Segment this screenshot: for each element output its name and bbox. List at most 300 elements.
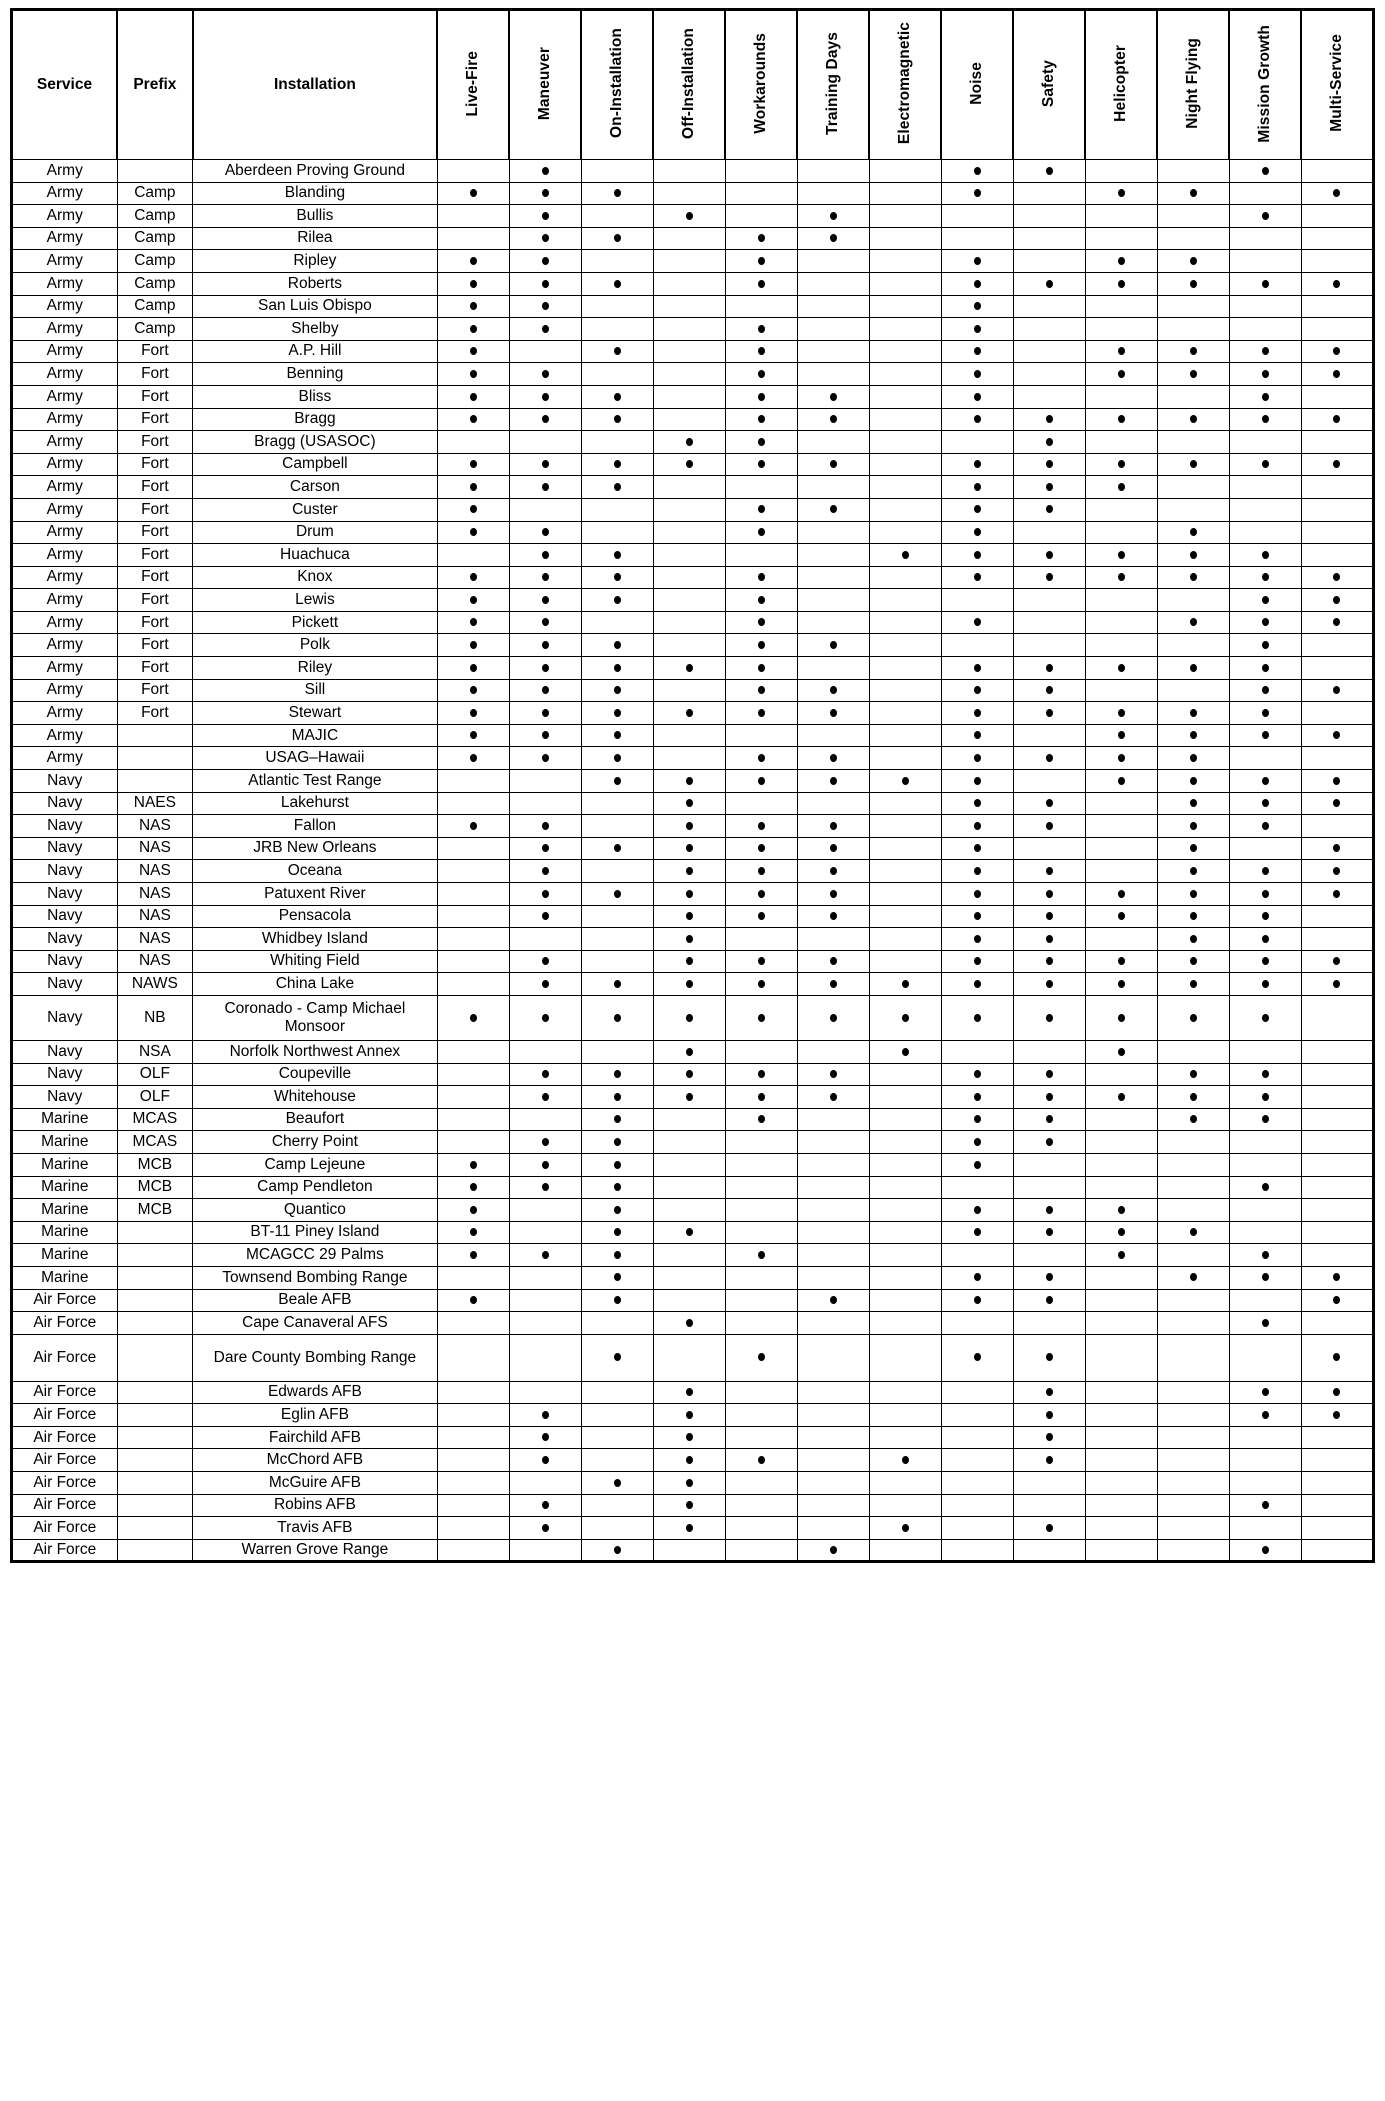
bullet-marker-icon: [542, 980, 549, 988]
cell-installation: Whidbey Island: [193, 928, 437, 951]
cell-on-installation-marked: [581, 1539, 653, 1562]
bullet-marker-icon: [1118, 1014, 1125, 1022]
table-row: [12, 453, 1374, 476]
cell-helicopter-empty: [1085, 1404, 1157, 1427]
cell-mission-growth-marked: [1229, 724, 1301, 747]
cell-helicopter-empty: [1085, 1449, 1157, 1472]
bullet-marker-icon: [1190, 1070, 1197, 1078]
cell-night-flying-marked: [1157, 747, 1229, 770]
table-row: [12, 1517, 1374, 1540]
cell-night-flying-empty: [1157, 318, 1229, 341]
cell-electromagnetic-empty: [869, 295, 941, 318]
cell-night-flying-empty: [1157, 1517, 1229, 1540]
bullet-marker-icon: [974, 1273, 981, 1281]
cell-multi-service-empty: [1301, 295, 1373, 318]
cell-off-installation-empty: [653, 318, 725, 341]
bullet-marker-icon: [614, 347, 621, 355]
cell-multi-service-empty: [1301, 318, 1373, 341]
cell-on-installation-marked: [581, 837, 653, 860]
cell-safety-marked: [1013, 1517, 1085, 1540]
bullet-marker-icon: [758, 867, 765, 875]
cell-training-days-empty: [797, 1199, 869, 1222]
bullet-marker-icon: [686, 957, 693, 965]
bullet-marker-icon: [542, 528, 549, 536]
cell-on-installation-empty: [581, 905, 653, 928]
bullet-marker-icon: [1333, 618, 1340, 626]
cell-night-flying-empty: [1157, 1381, 1229, 1404]
cell-night-flying-marked: [1157, 724, 1229, 747]
cell-noise-marked: [941, 815, 1013, 838]
bullet-marker-icon: [542, 1070, 549, 1078]
cell-helicopter-empty: [1085, 589, 1157, 612]
cell-off-installation-marked: [653, 995, 725, 1040]
bullet-marker-icon: [614, 1014, 621, 1022]
bullet-marker-icon: [686, 1070, 693, 1078]
cell-electromagnetic-empty: [869, 815, 941, 838]
cell-prefix: MCB: [117, 1153, 193, 1176]
bullet-marker-icon: [1333, 415, 1340, 423]
bullet-marker-icon: [1046, 483, 1053, 491]
cell-prefix: Fort: [117, 385, 193, 408]
cell-helicopter-empty: [1085, 1131, 1157, 1154]
bullet-marker-icon: [614, 1251, 621, 1259]
cell-workarounds-empty: [725, 1539, 797, 1562]
bullet-marker-icon: [1262, 777, 1269, 785]
bullet-marker-icon: [1046, 1353, 1053, 1361]
cell-night-flying-marked: [1157, 363, 1229, 386]
bullet-marker-icon: [542, 754, 549, 762]
cell-maneuver-marked: [509, 634, 581, 657]
cell-electromagnetic-empty: [869, 1199, 941, 1222]
cell-workarounds-marked: [725, 611, 797, 634]
cell-noise-marked: [941, 837, 1013, 860]
bullet-marker-icon: [1190, 799, 1197, 807]
cell-on-installation-marked: [581, 182, 653, 205]
cell-electromagnetic-empty: [869, 250, 941, 273]
cell-multi-service-marked: [1301, 1381, 1373, 1404]
bullet-marker-icon: [1046, 280, 1053, 288]
cell-workarounds-marked: [725, 702, 797, 725]
cell-live-fire-marked: [437, 1221, 509, 1244]
cell-training-days-empty: [797, 928, 869, 951]
cell-installation: MCAGCC 29 Palms: [193, 1244, 437, 1267]
bullet-marker-icon: [614, 1161, 621, 1169]
cell-installation: Campbell: [193, 453, 437, 476]
table-row: [12, 385, 1374, 408]
cell-installation: Custer: [193, 498, 437, 521]
cell-safety-marked: [1013, 995, 1085, 1040]
bullet-marker-icon: [542, 1138, 549, 1146]
cell-service: Navy: [12, 792, 118, 815]
cell-night-flying-empty: [1157, 1312, 1229, 1335]
cell-night-flying-marked: [1157, 973, 1229, 996]
cell-live-fire-empty: [437, 883, 509, 906]
cell-prefix: Fort: [117, 521, 193, 544]
bullet-marker-icon: [686, 980, 693, 988]
cell-noise-marked: [941, 453, 1013, 476]
cell-helicopter-marked: [1085, 1086, 1157, 1109]
cell-off-installation-marked: [653, 1426, 725, 1449]
cell-workarounds-marked: [725, 1244, 797, 1267]
bullet-marker-icon: [830, 709, 837, 717]
cell-helicopter-empty: [1085, 1176, 1157, 1199]
cell-installation: Ripley: [193, 250, 437, 273]
bullet-marker-icon: [1046, 1093, 1053, 1101]
cell-installation: Eglin AFB: [193, 1404, 437, 1427]
bullet-marker-icon: [1190, 460, 1197, 468]
cell-safety-marked: [1013, 408, 1085, 431]
bullet-marker-icon: [1118, 1251, 1125, 1259]
bullet-marker-icon: [758, 280, 765, 288]
cell-noise-marked: [941, 611, 1013, 634]
cell-mission-growth-marked: [1229, 272, 1301, 295]
cell-on-installation-marked: [581, 1266, 653, 1289]
cell-multi-service-empty: [1301, 657, 1373, 680]
cell-night-flying-marked: [1157, 566, 1229, 589]
cell-training-days-empty: [797, 1472, 869, 1495]
cell-maneuver-marked: [509, 453, 581, 476]
cell-on-installation-marked: [581, 1334, 653, 1381]
cell-training-days-empty: [797, 1312, 869, 1335]
bullet-marker-icon: [1046, 1070, 1053, 1078]
bullet-marker-icon: [974, 257, 981, 265]
cell-live-fire-marked: [437, 476, 509, 499]
cell-noise-marked: [941, 340, 1013, 363]
cell-live-fire-empty: [437, 1063, 509, 1086]
bullet-marker-icon: [974, 777, 981, 785]
cell-workarounds-empty: [725, 1176, 797, 1199]
cell-night-flying-marked: [1157, 272, 1229, 295]
bullet-marker-icon: [614, 393, 621, 401]
cell-noise-marked: [941, 318, 1013, 341]
cell-noise-marked: [941, 498, 1013, 521]
bullet-marker-icon: [758, 1093, 765, 1101]
bullet-marker-icon: [830, 641, 837, 649]
cell-off-installation-empty: [653, 340, 725, 363]
cell-night-flying-empty: [1157, 1494, 1229, 1517]
cell-workarounds-marked: [725, 747, 797, 770]
cell-helicopter-empty: [1085, 1472, 1157, 1495]
bullet-marker-icon: [542, 686, 549, 694]
bullet-marker-icon: [614, 844, 621, 852]
column-header-night-flying: [1157, 10, 1229, 160]
cell-service: Army: [12, 476, 118, 499]
cell-safety-marked: [1013, 792, 1085, 815]
cell-mission-growth-marked: [1229, 1381, 1301, 1404]
cell-off-installation-marked: [653, 1494, 725, 1517]
bullet-marker-icon: [1262, 415, 1269, 423]
bullet-marker-icon: [542, 1411, 549, 1419]
table-row: [12, 905, 1374, 928]
cell-helicopter-empty: [1085, 1334, 1157, 1381]
cell-service: Army: [12, 657, 118, 680]
bullet-marker-icon: [470, 618, 477, 626]
cell-live-fire-empty: [437, 792, 509, 815]
cell-noise-marked: [941, 770, 1013, 793]
bullet-marker-icon: [758, 347, 765, 355]
cell-installation: Beaufort: [193, 1108, 437, 1131]
cell-night-flying-marked: [1157, 611, 1229, 634]
cell-training-days-empty: [797, 724, 869, 747]
cell-helicopter-marked: [1085, 1244, 1157, 1267]
cell-live-fire-empty: [437, 1381, 509, 1404]
cell-workarounds-marked: [725, 227, 797, 250]
cell-mission-growth-marked: [1229, 702, 1301, 725]
cell-multi-service-empty: [1301, 1176, 1373, 1199]
bullet-marker-icon: [1190, 1093, 1197, 1101]
cell-night-flying-marked: [1157, 995, 1229, 1040]
cell-electromagnetic-empty: [869, 1472, 941, 1495]
bullet-marker-icon: [1262, 167, 1269, 175]
bullet-marker-icon: [1046, 957, 1053, 965]
cell-on-installation-marked: [581, 1108, 653, 1131]
cell-live-fire-marked: [437, 363, 509, 386]
cell-off-installation-marked: [653, 1086, 725, 1109]
cell-service: Army: [12, 747, 118, 770]
cell-noise-marked: [941, 747, 1013, 770]
cell-prefix: Fort: [117, 340, 193, 363]
cell-electromagnetic-empty: [869, 272, 941, 295]
cell-noise-marked: [941, 521, 1013, 544]
bullet-marker-icon: [758, 686, 765, 694]
cell-night-flying-marked: [1157, 905, 1229, 928]
cell-live-fire-marked: [437, 702, 509, 725]
bullet-marker-icon: [1262, 890, 1269, 898]
table-row: [12, 1086, 1374, 1109]
cell-workarounds-empty: [725, 928, 797, 951]
bullet-marker-icon: [1046, 505, 1053, 513]
bullet-marker-icon: [830, 777, 837, 785]
cell-on-installation-marked: [581, 770, 653, 793]
bullet-marker-icon: [686, 777, 693, 785]
cell-training-days-empty: [797, 657, 869, 680]
table-row: [12, 1472, 1374, 1495]
cell-on-installation-marked: [581, 408, 653, 431]
bullet-marker-icon: [542, 1524, 549, 1532]
cell-prefix: Fort: [117, 702, 193, 725]
cell-safety-marked: [1013, 1108, 1085, 1131]
cell-prefix: [117, 747, 193, 770]
bullet-marker-icon: [974, 844, 981, 852]
cell-mission-growth-marked: [1229, 883, 1301, 906]
cell-night-flying-marked: [1157, 544, 1229, 567]
cell-mission-growth-empty: [1229, 837, 1301, 860]
cell-night-flying-marked: [1157, 1086, 1229, 1109]
cell-noise-marked: [941, 860, 1013, 883]
cell-mission-growth-marked: [1229, 611, 1301, 634]
cell-workarounds-marked: [725, 657, 797, 680]
cell-service: Marine: [12, 1221, 118, 1244]
cell-prefix: Fort: [117, 476, 193, 499]
cell-workarounds-empty: [725, 724, 797, 747]
cell-training-days-marked: [797, 860, 869, 883]
cell-mission-growth-marked: [1229, 1539, 1301, 1562]
cell-on-installation-empty: [581, 160, 653, 183]
cell-installation: Roberts: [193, 272, 437, 295]
bullet-marker-icon: [1118, 1093, 1125, 1101]
cell-safety-marked: [1013, 702, 1085, 725]
cell-off-installation-empty: [653, 1539, 725, 1562]
cell-prefix: NAS: [117, 905, 193, 928]
cell-mission-growth-empty: [1229, 250, 1301, 273]
cell-live-fire-marked: [437, 498, 509, 521]
cell-mission-growth-marked: [1229, 453, 1301, 476]
bullet-marker-icon: [1046, 686, 1053, 694]
cell-helicopter-empty: [1085, 1108, 1157, 1131]
cell-electromagnetic-empty: [869, 860, 941, 883]
cell-maneuver-empty: [509, 1108, 581, 1131]
cell-safety-marked: [1013, 1063, 1085, 1086]
cell-safety-marked: [1013, 747, 1085, 770]
cell-multi-service-marked: [1301, 837, 1373, 860]
cell-night-flying-marked: [1157, 1063, 1229, 1086]
cell-mission-growth-marked: [1229, 657, 1301, 680]
cell-installation: Sill: [193, 679, 437, 702]
cell-workarounds-marked: [725, 995, 797, 1040]
cell-maneuver-marked: [509, 227, 581, 250]
cell-service: Army: [12, 160, 118, 183]
bullet-marker-icon: [1046, 935, 1053, 943]
cell-prefix: [117, 724, 193, 747]
cell-multi-service-marked: [1301, 770, 1373, 793]
cell-live-fire-empty: [437, 1131, 509, 1154]
cell-live-fire-marked: [437, 408, 509, 431]
cell-live-fire-marked: [437, 1244, 509, 1267]
table-row: [12, 995, 1374, 1040]
cell-noise-marked: [941, 724, 1013, 747]
bullet-marker-icon: [542, 890, 549, 898]
bullet-marker-icon: [830, 890, 837, 898]
bullet-marker-icon: [542, 325, 549, 333]
cell-maneuver-marked: [509, 837, 581, 860]
cell-live-fire-marked: [437, 815, 509, 838]
cell-noise-marked: [941, 883, 1013, 906]
bullet-marker-icon: [758, 438, 765, 446]
cell-multi-service-empty: [1301, 1221, 1373, 1244]
cell-workarounds-empty: [725, 1381, 797, 1404]
cell-service: Navy: [12, 883, 118, 906]
cell-night-flying-empty: [1157, 1449, 1229, 1472]
bullet-marker-icon: [614, 731, 621, 739]
cell-training-days-empty: [797, 1266, 869, 1289]
cell-installation: Polk: [193, 634, 437, 657]
bullet-marker-icon: [974, 912, 981, 920]
cell-off-installation-empty: [653, 1108, 725, 1131]
cell-electromagnetic-empty: [869, 1244, 941, 1267]
cell-training-days-empty: [797, 1131, 869, 1154]
bullet-marker-icon: [1046, 1273, 1053, 1281]
bullet-marker-icon: [974, 890, 981, 898]
cell-service: Air Force: [12, 1404, 118, 1427]
cell-off-installation-marked: [653, 1040, 725, 1063]
cell-night-flying-marked: [1157, 182, 1229, 205]
cell-workarounds-marked: [725, 589, 797, 612]
cell-service: Army: [12, 272, 118, 295]
bullet-marker-icon: [830, 505, 837, 513]
bullet-marker-icon: [974, 1138, 981, 1146]
cell-live-fire-marked: [437, 1289, 509, 1312]
cell-off-installation-marked: [653, 1221, 725, 1244]
cell-live-fire-empty: [437, 770, 509, 793]
cell-training-days-empty: [797, 1221, 869, 1244]
bullet-marker-icon: [902, 980, 909, 988]
bullet-marker-icon: [542, 1433, 549, 1441]
cell-safety-marked: [1013, 431, 1085, 454]
column-header-training-days: [797, 10, 869, 160]
cell-safety-empty: [1013, 837, 1085, 860]
bullet-marker-icon: [1333, 370, 1340, 378]
cell-prefix: MCB: [117, 1176, 193, 1199]
bullet-marker-icon: [1333, 957, 1340, 965]
bullet-marker-icon: [542, 460, 549, 468]
cell-helicopter-marked: [1085, 747, 1157, 770]
cell-off-installation-marked: [653, 883, 725, 906]
cell-noise-marked: [941, 905, 1013, 928]
cell-live-fire-marked: [437, 385, 509, 408]
cell-service: Marine: [12, 1244, 118, 1267]
cell-installation: Huachuca: [193, 544, 437, 567]
cell-safety-marked: [1013, 1381, 1085, 1404]
cell-installation: Drum: [193, 521, 437, 544]
bullet-marker-icon: [1046, 415, 1053, 423]
cell-mission-growth-marked: [1229, 634, 1301, 657]
cell-safety-empty: [1013, 295, 1085, 318]
cell-on-installation-marked: [581, 1199, 653, 1222]
bullet-marker-icon: [1333, 980, 1340, 988]
cell-multi-service-marked: [1301, 182, 1373, 205]
cell-electromagnetic-empty: [869, 792, 941, 815]
bullet-marker-icon: [1262, 1388, 1269, 1396]
cell-installation: Travis AFB: [193, 1517, 437, 1540]
cell-night-flying-marked: [1157, 453, 1229, 476]
cell-on-installation-empty: [581, 792, 653, 815]
cell-training-days-empty: [797, 1244, 869, 1267]
bullet-marker-icon: [470, 1206, 477, 1214]
bullet-marker-icon: [614, 777, 621, 785]
cell-prefix: OLF: [117, 1063, 193, 1086]
cell-service: Air Force: [12, 1449, 118, 1472]
cell-service: Army: [12, 227, 118, 250]
cell-night-flying-marked: [1157, 950, 1229, 973]
cell-live-fire-marked: [437, 272, 509, 295]
table-row: [12, 702, 1374, 725]
cell-installation: Camp Lejeune: [193, 1153, 437, 1176]
bullet-marker-icon: [614, 686, 621, 694]
bullet-marker-icon: [614, 280, 621, 288]
cell-live-fire-marked: [437, 657, 509, 680]
bullet-marker-icon: [1262, 1251, 1269, 1259]
cell-off-installation-marked: [653, 453, 725, 476]
cell-multi-service-empty: [1301, 1153, 1373, 1176]
cell-helicopter-empty: [1085, 837, 1157, 860]
bullet-marker-icon: [470, 505, 477, 513]
cell-installation: Townsend Bombing Range: [193, 1266, 437, 1289]
cell-safety-empty: [1013, 1472, 1085, 1495]
cell-off-installation-empty: [653, 747, 725, 770]
cell-workarounds-empty: [725, 792, 797, 815]
bullet-marker-icon: [974, 528, 981, 536]
bullet-marker-icon: [758, 1070, 765, 1078]
cell-noise-empty: [941, 1539, 1013, 1562]
cell-off-installation-empty: [653, 272, 725, 295]
bullet-marker-icon: [1262, 1093, 1269, 1101]
cell-helicopter-empty: [1085, 1266, 1157, 1289]
cell-live-fire-marked: [437, 1153, 509, 1176]
cell-training-days-empty: [797, 160, 869, 183]
bullet-marker-icon: [1190, 731, 1197, 739]
cell-helicopter-empty: [1085, 318, 1157, 341]
cell-safety-empty: [1013, 724, 1085, 747]
